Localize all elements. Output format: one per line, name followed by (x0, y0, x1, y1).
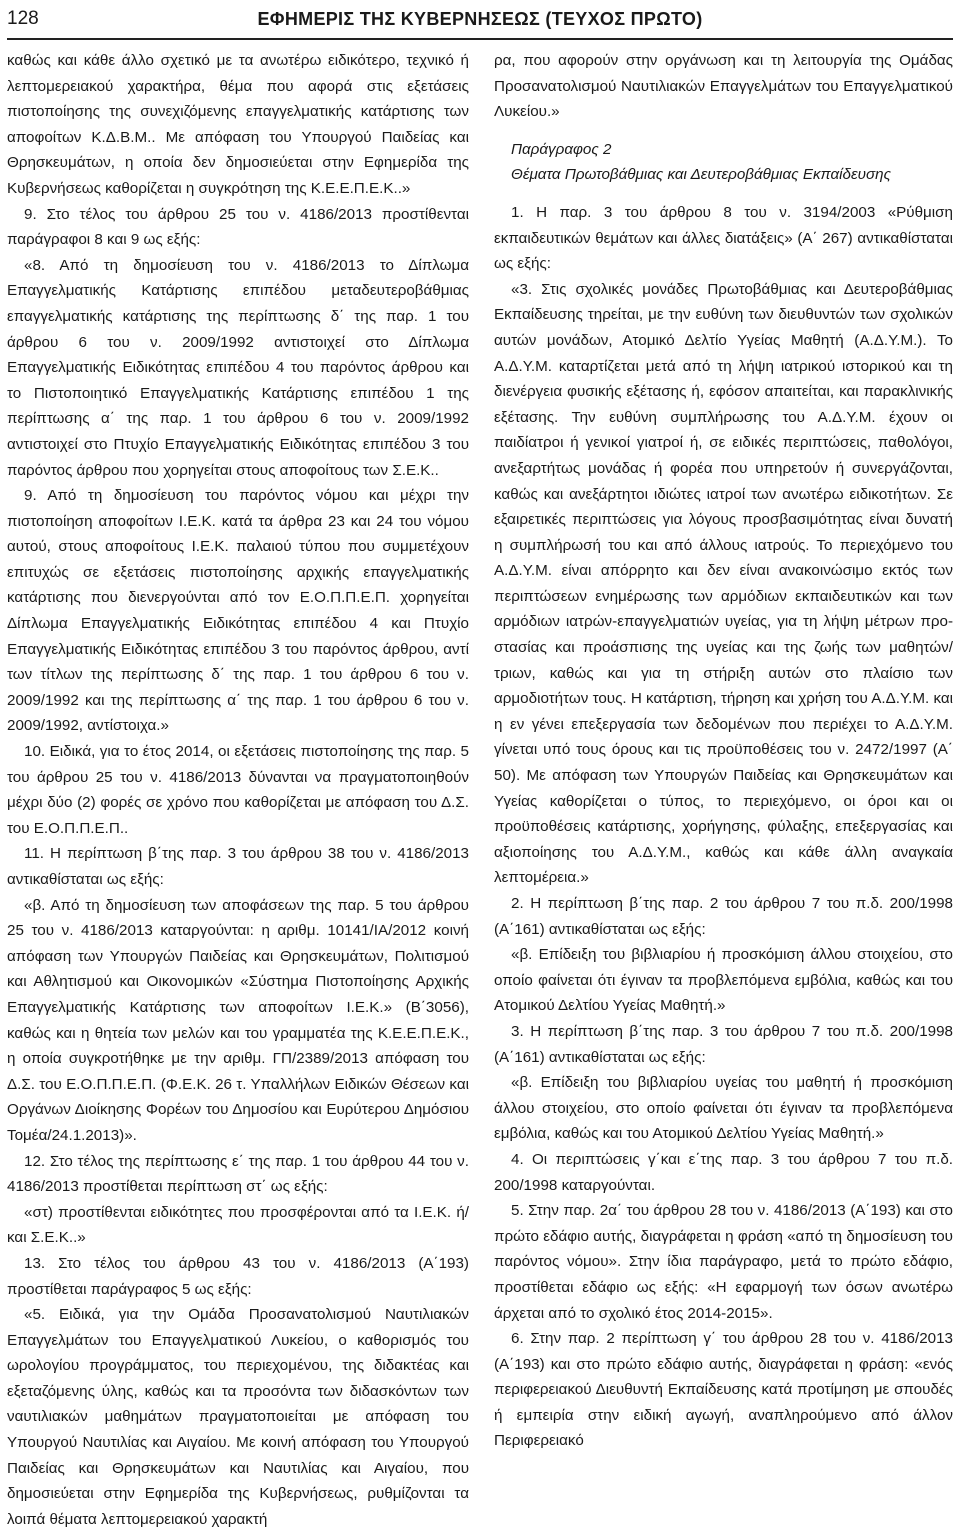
right-paragraph: 6. Στην παρ. 2 περίπτωση γ΄ του άρθρου 28 του ν. 4186/2013 (Α΄193) και στο πρώτο εδάφιο αυτής, διαγράφεται η φράση: «ενός περιφερειακού Διευθυντή Εκπαίδευσης κατά προτίμηση με σπουδές ή εμπειρία στην ειδική αγωγή, αναπληρούμενο από άλλον Περιφερειακό (494, 1330, 953, 1450)
page-header (7, 0, 953, 40)
right-paragraph: 3. Η περίπτωση β΄της παρ. 3 του άρθρου 7 του π.δ. 200/1998 (Α΄161) αντικαθίσταται ως εξής: (494, 1022, 953, 1066)
page-number: 128 (7, 8, 39, 29)
left-paragraph: 13. Στο τέλος του άρθρου 43 του ν. 4186/2013 (Α΄193) προστίθεται παράγραφος 5 ως εξής: (7, 1254, 469, 1298)
left-paragraph: 12. Στο τέλος της περίπτωσης ε΄ της παρ. 1 του άρθρου 44 του ν. 4186/2013 προστίθεται περίπτωση στ΄ ως εξής: (7, 1152, 469, 1196)
left-paragraph: «στ) προστίθενται ειδικότητες που προσφέρονται από τα Ι.Ε.Κ. ή/και Σ.Ε.Κ..» (7, 1203, 469, 1247)
left-paragraph: «5. Ειδικά, για την Ομάδα Προσανατολισμού Ναυτιλιακών Επαγγελμάτων του Επαγγελματικού Λυκείου, ο καθορισμός του ωρολογίου προγράμματος, του περιεχομένου, της διδακτέας και εξεταζόμενης ύλης, καθώς και τα προσόντα των διδασκόντων των ναυτιλιακών μαθημάτων πραγματοποιείται με απόφαση του Υπουργού Ναυτιλίας και Αιγαίου. Με κοινή απόφαση του Υπουργού Παιδείας και Θρησκευμάτων και Ναυτιλίας και Αιγαίου, που δημοσιεύεται στην Εφημερίδα της Κυβερνήσεως, ρυθμίζονται τα λοιπά θέματα λεπτομερειακού χαρακτή (7, 1306, 469, 1528)
section-heading-title: Θέματα Πρωτοβάθμιας και Δευτεροβάθμιας Εκπαίδευσης (511, 166, 891, 184)
right-paragraph: 2. Η περίπτωση β΄της παρ. 2 του άρθρου 7 του π.δ. 200/1998 (Α΄161) αντικαθίσταται ως εξής: (494, 895, 953, 938)
left-paragraph: 9. Από τη δημοσίευση του παρόντος νόμου και μέχρι την πιστοποίηση αποφοίτων Ι.Ε.Κ. κατά τα άρθρα 23 και 24 του νόμου αυτού, στους αποφοίτους Ι.Ε.Κ. παλαιού τύπου που συμμετέχουν επιτυχώς σε εξετάσεις πιστοποίησης αρχικής επαγγελματικής κατάρτισης που διενεργούνται από τον Ε.Ο.Π.Π.Ε.Π. χορηγείται Δίπλωμα Επαγγελματικής Ειδικότητας επιπέδου 4 και Πτυχίο Επαγγελματικής Ειδικότητας επιπέδου 3 του παρόντος άρθρου, αντί των τίτλων της περίπτωσης δ΄ της παρ. 1 του άρθρου 6 του ν. 2009/1992 και της περίπτωσης α΄ της παρ. 1 του άρθρου 6 του ν. 2009/1992, αντίστοιχα.» (7, 487, 469, 735)
left-column (7, 48, 469, 1532)
section-heading-paragraph: Παράγραφος 2 (511, 140, 612, 158)
left-paragraph: καθώς και κάθε άλλο σχετικό με τα ανωτέρω ειδικότερο, τεχνικό ή λεπτομερειακού χαρακτήρα, θέμα που αφορά στις εξετάσεις πιστοποίησης της συνεχιζόμενης επαγγελματικής κατάρτισης των αποφοίτων Κ.Δ.Β.Μ.. Με απόφαση του Υπουργού Παιδείας και Θρησκευμάτων, η οποία δεν δημοσιεύεται στην Εφημερίδα της Κυβερνήσεως καθορίζεται η συγκρότηση της Κ.Ε.Ε.Π.Ε.Κ..» (7, 52, 469, 197)
right-paragraph: 5. Στην παρ. 2α΄ του άρθρου 28 του ν. 4186/2013 (Α΄193) και στο πρώτο εδάφιο αυτής, διαγράφεται η φράση «από τη δημοσίευση του παρόντος νόμου». Στην ίδια παράγραφο, μετά το πρώτο εδάφιο, προστίθεται εδάφιο ως εξής: «Η εφαρμογή των όσων ανωτέρω άρχεται από το σχολικό έτος 2014-2015». (494, 1202, 953, 1322)
left-paragraph: 9. Στο τέλος του άρθρου 25 του ν. 4186/2013 προστίθενται παράγραφοι 8 και 9 ως εξής: (7, 205, 469, 249)
right-paragraphs (494, 200, 953, 1454)
left-paragraph: 11. Η περίπτωση β΄της παρ. 3 του άρθρου 38 του ν. 4186/2013 αντικαθίσταται ως εξής: (7, 845, 469, 888)
right-top-paragraph: ρα, που αφορούν στην οργάνωση και τη λειτουργία της Ομάδας Προσανατολισμού Ναυτιλιακών Επαγγελμάτων του Επαγγελματικού Λυκείου.» (494, 52, 953, 121)
right-paragraph: 1. Η παρ. 3 του άρθρου 8 του ν. 3194/2003 «Ρύθμιση εκπαιδευτικών θεμάτων και άλλες διατάξεις» (Α΄ 267) αντικαθίσταται ως εξής: (494, 203, 953, 273)
right-paragraph: «β. Επίδειξη του βιβλιαρίου ή προσκόμιση άλλου στοιχείου, στο οποίο φαίνεται ότι έγιναν τα προβλεπόμενα εμβόλια, καθώς και του Ατομικού Δελτίου Υγείας Μαθητή.» (494, 946, 953, 1015)
right-paragraph: «3. Στις σχολικές μονάδες Πρωτοβάθμιας και Δευτεροβάθμιας Εκπαίδευσης τηρείται, με την ευθύνη των διευθυντών των σχολικών αυτών μονάδων, Ατομικό Δελτίο Υγείας Μαθητή (Α.Δ.Υ.Μ.). Το Α.Δ.Υ.Μ. καταρτίζεται μετά από τη λήψη ιατρικού ιστορικού και τη διενέργεια φυσικής εξέτασης ή, εφόσον απαιτείται, και παρακλινικής εξέτασης. Την ευθύνη συμπλήρωσης του Α.Δ.Υ.Μ. έχουν οι παιδίατροι ή γενικοί γιατροί ή, σε ειδικές περιπτώσεις, παθολόγοι, ανεξαρτήτως μονάδας ή φορέα που υπηρετούν ή συνεργάζονται, καθώς και ανεξάρτητοι ιδιώτες ιατροί των ανωτέρω ειδικοτήτων. Σε εξαιρετικές περιπτώσεις για λόγους προσβασιμότητας είναι δυνατή η συμπλήρωσή του και από άλλους ιατρούς. Το περιεχόμενο του Α.Δ.Υ.Μ. είναι απόρρητο και δεν είναι ανακοινώσιμο εκτός των περιπτώσεων ενημέρωσης των αρμόδιων εκπαιδευτικών και των αρμόδιων ιατρών-επαγγελματιών υγείας, για τη λήψη μέτρων προστασίας και προάσπισης της υγείας και της ζωής των μαθητών/τριων, καθώς και για τη στήριξη αυτών στο πλαίσιο των αρμοδιοτήτων τους. Η κατάρτιση, τήρηση και χρήση του Α.Δ.Υ.Μ. και η εν γένει επεξεργασία των δεδομένων που περιέχει το Α.Δ.Υ.Μ. γίνεται υπό τους όρους και τις προϋποθέσεις του ν. 2472/1997 (Α΄ 50). Με απόφαση των Υπουργών Παιδείας και Θρησκευμάτων και Υγείας καθορίζεται ο τύπος, το περιεχόμενο, οι όροι και οι προϋποθέσεις κατάρτισης, χορήγησης, φύλαξης, επεξεργασίας και αξιοποίησης του Α.Δ.Υ.Μ., καθώς και κάθε άλλη αναγκαία λεπτομέρεια.» (494, 280, 954, 887)
right-paragraph: «β. Επίδειξη του βιβλιαρίου υγείας του μαθητή ή προσκόμιση άλλου στοιχείου, στο οποίο φαίνεται ότι έγιναν τα προβλεπόμενα εμβόλια, καθώς και του Ατομικού Δελτίου Υγείας Μαθητή.» (494, 1074, 953, 1143)
gazette-title: ΕΦΗΜΕΡΙΣ ΤΗΣ ΚΥΒΕΡΝΗΣΕΩΣ (ΤΕΥΧΟΣ ΠΡΩΤΟ) (257, 8, 703, 29)
right-column (494, 48, 953, 1454)
left-paragraph: «8. Από τη δημοσίευση του ν. 4186/2013 το Δίπλωμα Επαγγελματικής Κατάρτισης επιπέδου μεταδευτεροβάθμιας επαγγελματικής κατάρτισης της περίπτωσης δ΄ της παρ. 1 του άρθρου 6 του ν. 2009/1992 αντιστοιχεί στο Δίπλωμα Επαγγελματικής Ειδικότητας επιπέδου 4 του παρόντος άρθρου και το Πιστοποιητικό Επαγγελματικής Κατάρτισης επιπέδου 1 της περίπτωσης α΄ της παρ. 1 του άρθρου 6 του ν. 2009/1992 αντιστοιχεί στο Πτυχίο Επαγγελματικής Ειδικότητας επιπέδου 3 του παρόντος άρθρου που χορηγείται στους αποφοίτους των Σ.Ε.Κ.. (7, 256, 469, 479)
left-paragraph: 10. Ειδικά, για το έτος 2014, οι εξετάσεις πιστοποίησης της παρ. 5 του άρθρου 25 του ν. 4186/2013 δύνανται να πραγματοποιηθούν μέχρι δύο (2) φορές σε χρόνο που καθορίζεται με απόφαση του Δ.Σ. του Ε.Ο.Π.Π.Ε.Π.. (7, 743, 469, 837)
right-paragraph: 4. Οι περιπτώσεις γ΄και ε΄της παρ. 3 του άρθρου 7 του π.δ. 200/1998 καταργούνται. (494, 1150, 953, 1194)
left-paragraph: «β. Από τη δημοσίευση των αποφάσεων της παρ. 5 του άρθρου 25 του ν. 4186/2013 καταργούνται: η αριθμ. 10141/ΙΑ/2012 κοινή απόφαση των Υπουργών Παιδείας και Θρησκευμάτων, Πολιτισμού και Αθλητισμού και Οικονομικών «Σύστημα Πιστοποίησης Αρχικής Επαγγελματικής Κατάρτισης των αποφοίτων Ι.Ε.Κ.» (Β΄3056), καθώς και η θητεία των μελών και του γραμματέα της Κ.Ε.Ε.Π.Ε.Κ., η οποία συγκροτήθηκε με την αριθμ. ΓΠ/2389/2013 απόφαση του Δ.Σ. του Ε.Ο.Π.Π.Ε.Π. (Φ.Ε.Κ. 26 τ. Υπαλλήλων Ειδικών Θέσεων και Οργάνων Διοίκησης Φορέων του Δημοσίου και Ευρύτερου Δημόσιου Τομέα/24.1.2013)». (7, 896, 469, 1144)
